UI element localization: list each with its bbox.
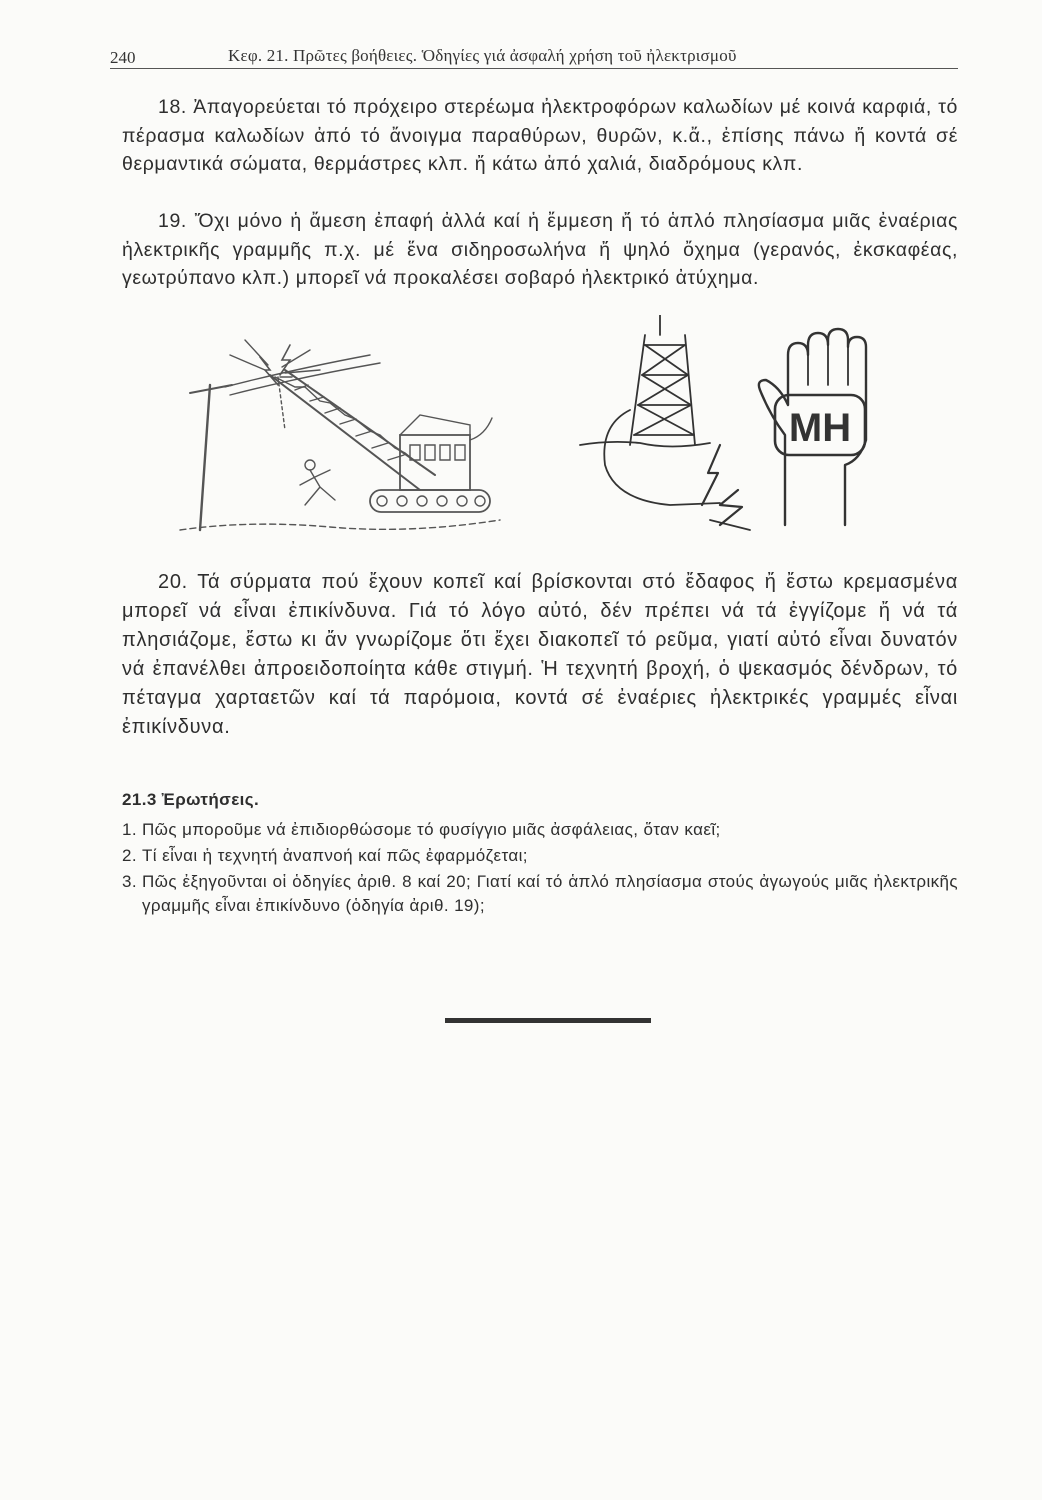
paragraph-20: 20. Τά σύρματα πού ἔχουν κοπεῖ καί βρίσκονται στό ἔδαφος ἤ ἔστω κρεμασμένα μπορεῖ νά εἶναι ἐπικίνδυνα. Γιά τό λόγο αὐτό, δέν πρέπει νά τά ἐγγίζομε ἤ νά τά πλησιάζομε, ἔστω κι ἄν γνωρίζομε ὅτι ἔχει διακοπεῖ τό ρεῦμα, γιατί αὐτό εἶναι δυνατόν νά ἐπανέλθει ἀπροειδοποίητα κάθε στιγμή. Ἡ τεχνητή βροχή, ὁ ψεκασμός δένδρων, τό πέταγμα χαρταετῶν καί τά παρόμοια, κοντά σέ ἐναέριες ἠλεκτρικές γραμμές εἶναι ἐπικίνδυνα. xyxy=(122,571,958,738)
paragraph-18: 18. Ἀπαγορεύεται τό πρόχειρο στερέωμα ἠλεκτροφόρων καλωδίων μέ κοινά καρφιά, τό πέρασμα καλωδίων ἀπό τό ἄνοιγμα παραθύρων, θυρῶν, κ.ἄ., ἐπίσης πάνω ἤ κοντά σέ θερμαντικά σώματα, θερμάστρες κλπ. ἤ κάτω ἀπό χαλιά, διαδρόμους κλπ. xyxy=(122,96,958,175)
running-header xyxy=(110,44,958,69)
section-end-rule xyxy=(445,1018,651,1023)
question-text: Τί εἶναι ἡ τεχνητή ἀναπνοή καί πῶς ἐφαρμόζεται; xyxy=(142,846,528,865)
questions-section xyxy=(122,790,958,920)
question-item xyxy=(122,844,958,868)
page-number: 240 xyxy=(110,48,136,67)
question-text: Πῶς ἐξηγοῦνται οἱ ὁδηγίες ἀριθ. 8 καί 20; Γιατί καί τό ἁπλό πλησίασμα στούς ἀγωγούς μιᾶς ἠλεκτρικῆς γραμμῆς εἶναι ἐπικίνδυνο (ὁδηγία ἀριθ. 19); xyxy=(142,872,958,915)
running-title: Κεφ. 21. Πρῶτες βοήθειες. Ὁδηγίες γιά ἀσφαλή χρήση τοῦ ἠλεκτρισμοῦ xyxy=(228,46,737,65)
question-item xyxy=(122,818,958,842)
question-item xyxy=(122,870,958,918)
question-number: 1. xyxy=(122,820,137,839)
illustrations xyxy=(150,305,910,545)
question-number: 3. xyxy=(122,872,137,891)
questions-title: 21.3 Ἐρωτήσεις. xyxy=(122,790,260,809)
question-number: 2. xyxy=(122,846,137,865)
paragraph-19: 19. Ὄχι μόνο ἡ ἄμεση ἐπαφή ἀλλά καί ἡ ἔμμεση ἤ τό ἁπλό πλησίασμα μιᾶς ἐναέριας ἠλεκτρικῆς γραμμῆς π.χ. μέ ἕνα σιδηροσωλήνα ἤ ψηλό ὄχημα (γερανός, ἐκσκαφέας, γεωτρύπανο κλπ.) μπορεῖ νά προκαλέσει σοβαρό ἠλεκτρικό ἀτύχημα. xyxy=(122,210,958,289)
crane-overhead-line-illustration xyxy=(170,315,510,540)
stop-hand-warning-illustration xyxy=(570,315,870,540)
question-text: Πῶς μποροῦμε νά ἐπιδιορθώσομε τό φυσίγγιο μιᾶς ἀσφάλειας, ὅταν καεῖ; xyxy=(142,820,721,839)
mh-sign-text: ΜΗ xyxy=(788,406,852,450)
